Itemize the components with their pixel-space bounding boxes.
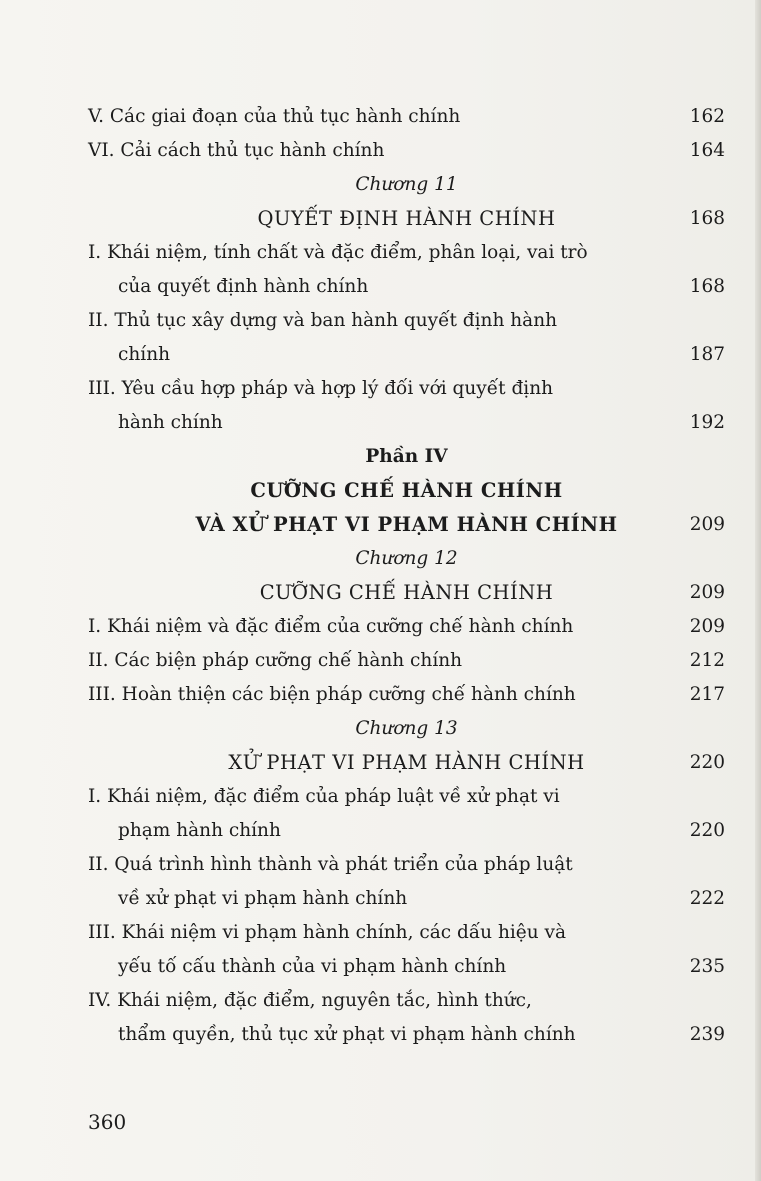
toc-entry bbox=[88, 304, 725, 338]
chapter-title: CƯỠNG CHẾ HÀNH CHÍNH bbox=[259, 581, 554, 604]
toc-entry-page: 220 bbox=[689, 752, 725, 773]
toc-entry-page: 239 bbox=[689, 1024, 725, 1045]
chapter-heading bbox=[88, 202, 725, 236]
chapter-label bbox=[88, 712, 725, 746]
toc-entry bbox=[88, 372, 725, 406]
part-heading bbox=[88, 474, 725, 508]
part-heading bbox=[88, 508, 725, 542]
toc-entry-title: thẩm quyền, thủ tục xử phạt vi phạm hành chính bbox=[118, 1024, 576, 1045]
toc-entry-page: 209 bbox=[689, 582, 725, 603]
part-number: Phần IV bbox=[365, 446, 448, 467]
toc-entry-page: 209 bbox=[689, 514, 725, 535]
toc-entry-page: 212 bbox=[689, 650, 725, 671]
toc-entry-page: 222 bbox=[689, 888, 725, 909]
toc-entry-continued bbox=[88, 950, 725, 984]
chapter-title: QUYẾT ĐỊNH HÀNH CHÍNH bbox=[257, 207, 556, 230]
chapter-number: Chương 12 bbox=[355, 548, 458, 569]
toc-entry-title: II. Quá trình hình thành và phát triển của pháp luật bbox=[88, 854, 573, 875]
toc-entry-page: 168 bbox=[689, 276, 725, 297]
page-edge bbox=[755, 0, 761, 1181]
toc-entry-page: 217 bbox=[689, 684, 725, 705]
page-number: 360 bbox=[88, 1110, 127, 1134]
part-label bbox=[88, 440, 725, 474]
toc-entry-continued bbox=[88, 270, 725, 304]
toc-entry-continued bbox=[88, 1018, 725, 1052]
toc-entry bbox=[88, 644, 725, 678]
toc-entry bbox=[88, 134, 725, 168]
toc-entry-title: về xử phạt vi phạm hành chính bbox=[118, 888, 408, 909]
toc-entry-page: 187 bbox=[689, 344, 725, 365]
toc-entry bbox=[88, 100, 725, 134]
toc-entry-title: III. Yêu cầu hợp pháp và hợp lý đối với quyết định bbox=[88, 378, 554, 399]
toc-entry-title: IV. Khái niệm, đặc điểm, nguyên tắc, hình thức, bbox=[88, 990, 532, 1011]
chapter-label bbox=[88, 542, 725, 576]
toc-entry-page: 235 bbox=[689, 956, 725, 977]
toc-entry-title: phạm hành chính bbox=[118, 820, 281, 841]
table-of-contents bbox=[88, 100, 725, 1052]
toc-entry-page: 209 bbox=[689, 616, 725, 637]
toc-entry-page: 192 bbox=[689, 412, 725, 433]
toc-entry-title: II. Các biện pháp cưỡng chế hành chính bbox=[88, 650, 463, 671]
toc-entry-title: I. Khái niệm, đặc điểm của pháp luật về xử phạt vi bbox=[88, 786, 560, 807]
toc-entry bbox=[88, 916, 725, 950]
toc-entry-title: I. Khái niệm, tính chất và đặc điểm, phân loại, vai trò bbox=[88, 242, 588, 263]
toc-entry bbox=[88, 984, 725, 1018]
toc-entry-title: V. Các giai đoạn của thủ tục hành chính bbox=[88, 106, 461, 127]
toc-entry-title: yếu tố cấu thành của vi phạm hành chính bbox=[118, 956, 507, 977]
toc-entry-continued bbox=[88, 338, 725, 372]
toc-entry bbox=[88, 678, 725, 712]
toc-entry bbox=[88, 236, 725, 270]
toc-entry-page: 168 bbox=[689, 208, 725, 229]
toc-entry-title: II. Thủ tục xây dựng và ban hành quyết định hành bbox=[88, 310, 558, 331]
toc-entry-title: của quyết định hành chính bbox=[118, 276, 369, 297]
part-title-line2: VÀ XỬ PHẠT VI PHẠM HÀNH CHÍNH bbox=[195, 513, 618, 536]
toc-entry-title: chính bbox=[118, 344, 171, 365]
toc-entry-title: III. Khái niệm vi phạm hành chính, các dấu hiệu và bbox=[88, 922, 567, 943]
chapter-label bbox=[88, 168, 725, 202]
chapter-number: Chương 13 bbox=[355, 718, 458, 739]
chapter-heading bbox=[88, 746, 725, 780]
toc-entry bbox=[88, 848, 725, 882]
toc-entry-continued bbox=[88, 814, 725, 848]
part-title-line1: CƯỠNG CHẾ HÀNH CHÍNH bbox=[250, 479, 563, 502]
toc-entry-title: hành chính bbox=[118, 412, 223, 433]
toc-entry-continued bbox=[88, 406, 725, 440]
toc-entry-page: 164 bbox=[689, 140, 725, 161]
toc-entry bbox=[88, 780, 725, 814]
chapter-number: Chương 11 bbox=[355, 174, 458, 195]
toc-entry-title: III. Hoàn thiện các biện pháp cưỡng chế hành chính bbox=[88, 684, 576, 705]
chapter-title: XỬ PHẠT VI PHẠM HÀNH CHÍNH bbox=[228, 751, 585, 774]
chapter-heading bbox=[88, 576, 725, 610]
toc-entry-title: I. Khái niệm và đặc điểm của cưỡng chế hành chính bbox=[88, 616, 574, 637]
toc-entry-title: VI. Cải cách thủ tục hành chính bbox=[88, 140, 385, 161]
toc-entry-page: 162 bbox=[689, 106, 725, 127]
toc-entry-page: 220 bbox=[689, 820, 725, 841]
toc-entry-continued bbox=[88, 882, 725, 916]
toc-entry bbox=[88, 610, 725, 644]
